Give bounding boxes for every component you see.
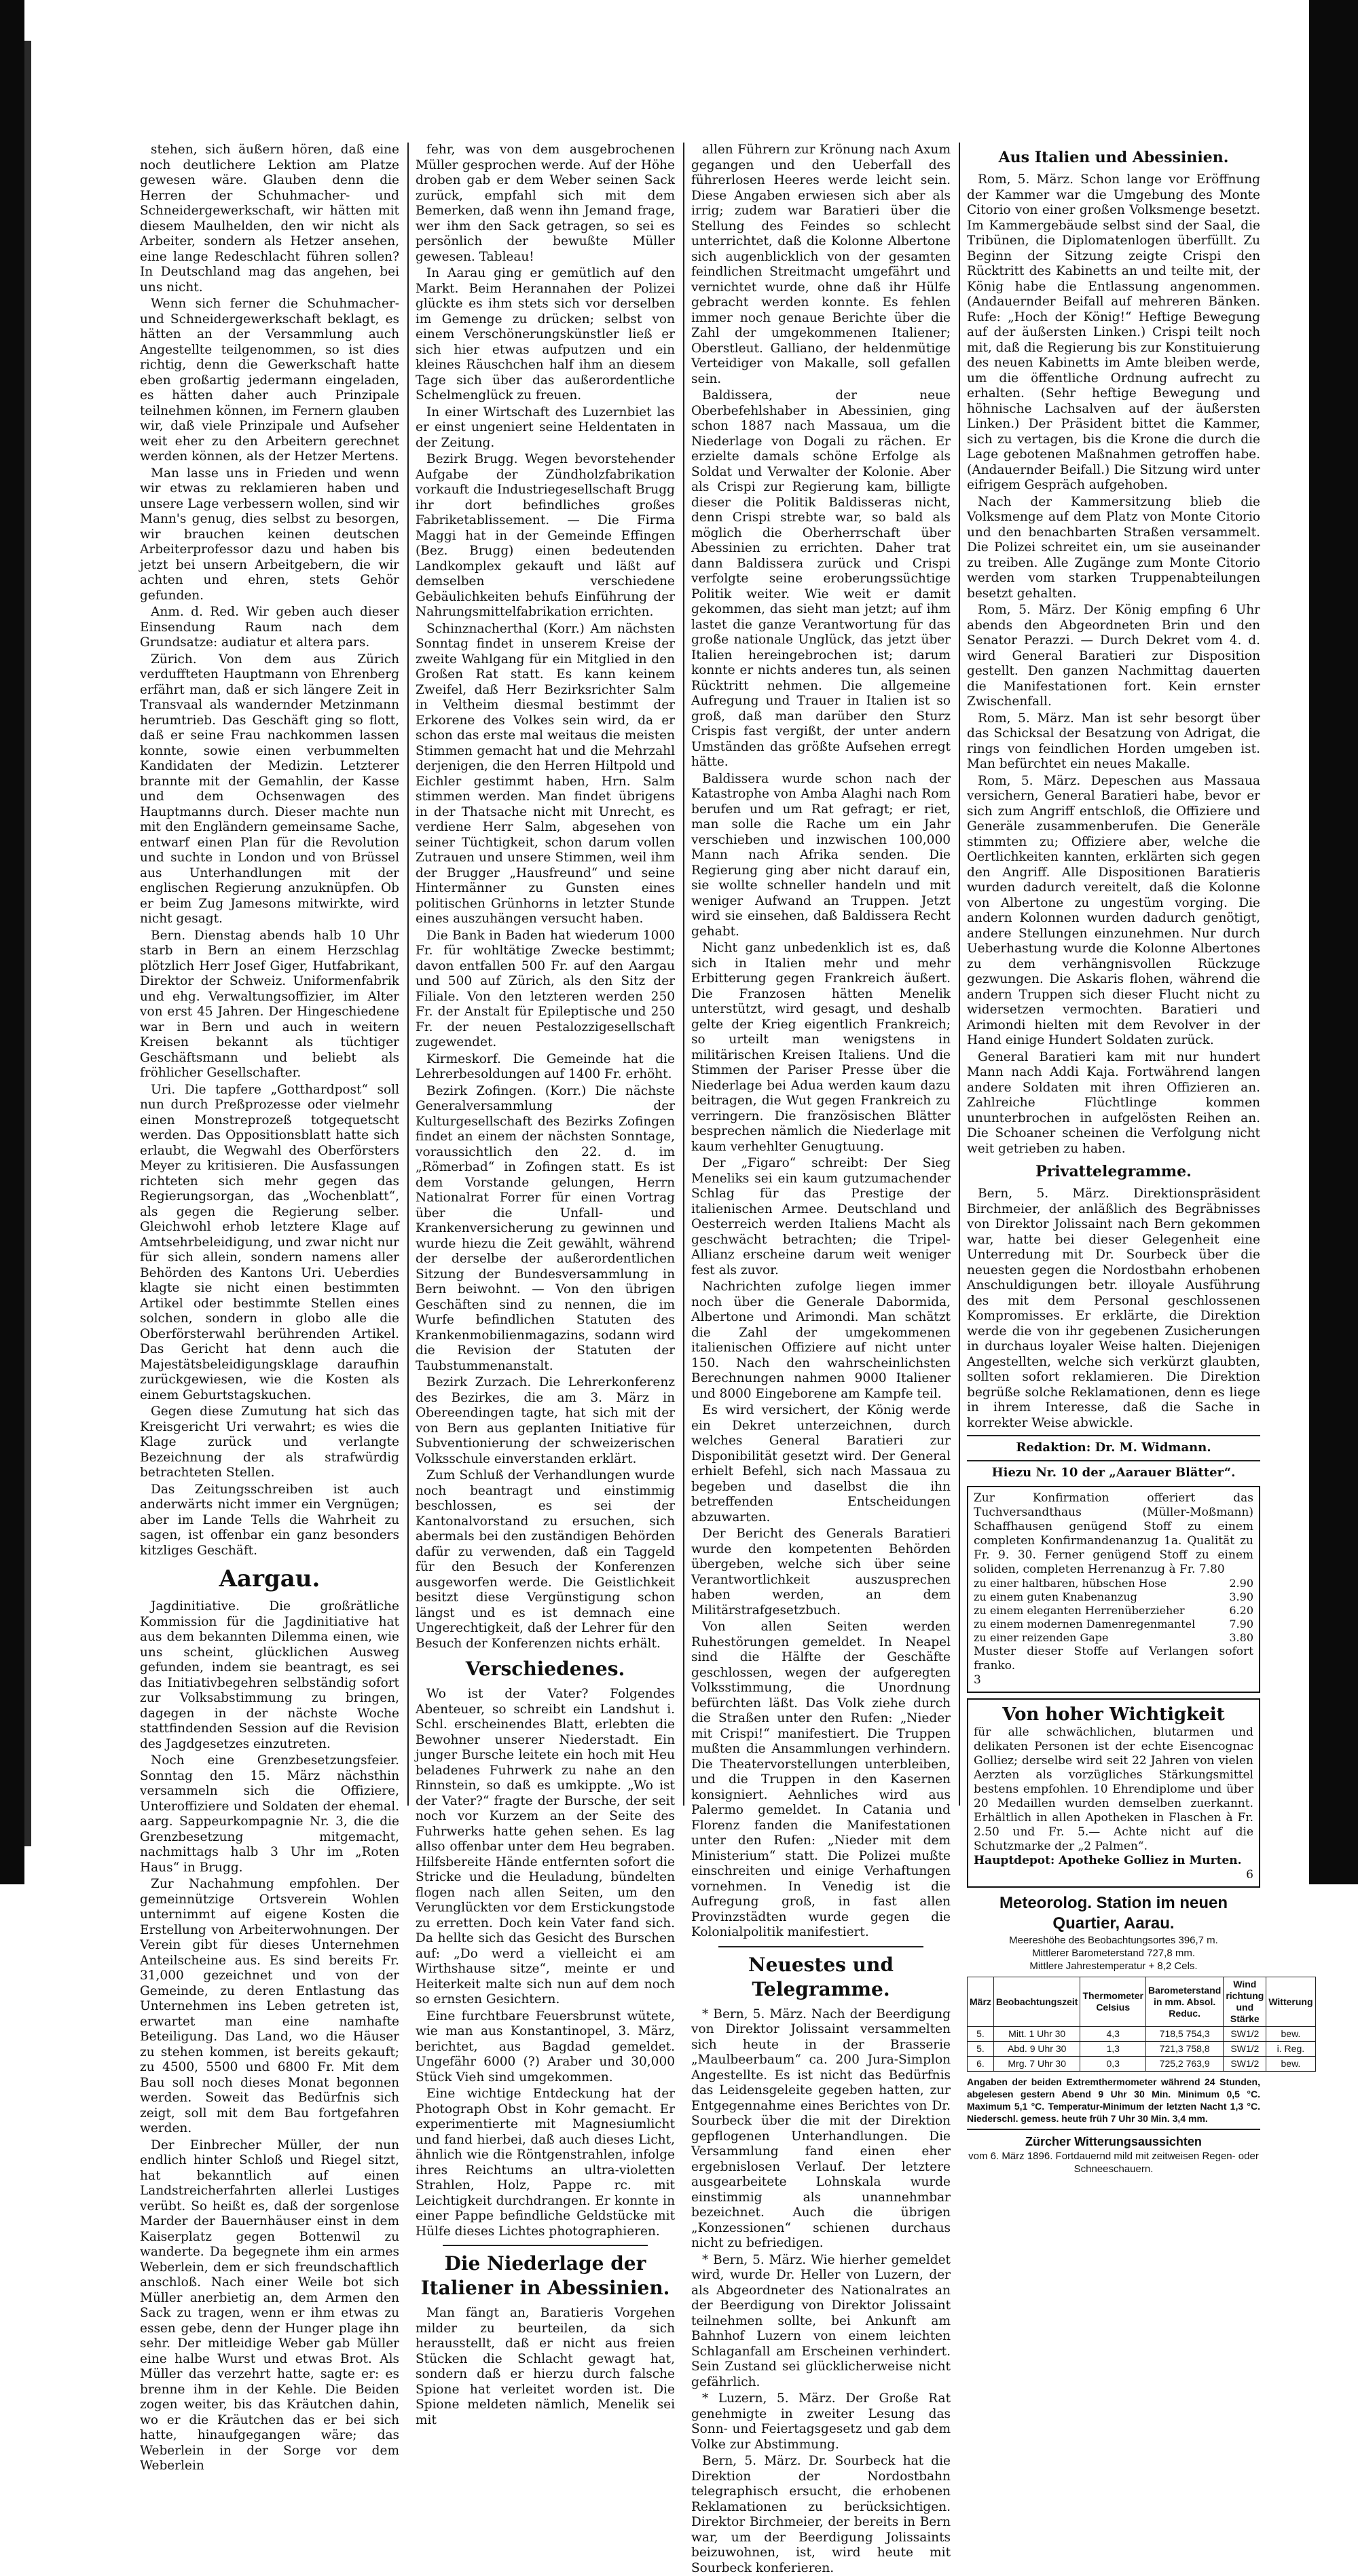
price-row [974,1577,1253,1590]
column-header: Beobachtungszeit [993,1977,1080,2027]
ad-number: 6 [1246,1868,1253,1882]
item-price: 3.80 [1229,1631,1253,1644]
paragraph: Wo ist der Vater? Folgendes Abenteuer, so schreibt ein Landshut i. Schl. erscheinendes Blatt, erlebten die Bewohner unserer Niederstadt. Ein junger Bursche leitete ein hoch mit Heu beladenes Fuhrwerk zu nahe an den Rinnstein, so daß es umkippte. „Wo ist der Vater?“ fragte der Bursche, der seit noch vor Kurzem an der Seite des Fuhrwerks hatte gehen sehen. Es lag allso offenbar unter dem Heu begraben. Hilfsbereite Hände entfernten sofort die Stricke und die Heuladung, bündelten flogen nach allen Seiten, um den Verunglückten vor dem Erstickungstode zu erretten. Doch kein Vater fand sich. Da hellte sich das Gesicht des Burschen auf: „Do werd a vielleicht ei am Wirthshause sitze“, meinte er und Heiterkeit malte sich nun auf dem noch so ernsten Gesichtern. [416,1687,675,2006]
table-row [968,2042,1316,2057]
table-header-row [968,1977,1316,2027]
paragraph: Bezirk Zofingen. (Korr.) Die nächste Generalversammlung der Kulturgesellschaft des Bezirks Zofingen findet an einem der nächsten Sonntage, voraussichtlich den 22. d. im „Römerbad“ in Zofingen statt. Es ist dem Vorstande gelungen, Herrn Nationalrat Forrer für einen Vortrag über die Unfall- und Krankenversicherung zu gewinnen und wurde hiezu die Zeit gewählt, während der derselbe der außerordentlichen Sitzung der Bundesversammlung in Bern beiwohnt. — Von den übrigen Geschäften sind zu nennen, die im Wurfe befindlichen Statuten des Krankenmobilienmagazins, sodann wird die Revision der Statuten der Taubstummenanstalt. [416,1083,675,1373]
paragraph: Jagdinitiative. Die großrätliche Kommission für die Jagdinitiative hat aus dem bekannten Dilemma einen, wie uns scheint, glücklichen Ausweg gefunden, indem sie beantragt, es sei das Initiativbegehren selbständig sofort zur Volksabstimmung zu bringen, dagegen in der nächste Woche stattfindenden Session auf die Revision des Jagdgesetzes einzutreten. [140,1599,399,1751]
table-cell: 0,3 [1080,2057,1145,2072]
weather-station [967,1893,1313,2176]
section-heading-verschiedenes: Verschiedenes. [465,1658,625,1680]
table-cell: 721,3 758,8 [1145,2042,1223,2057]
item-price: 7.90 [1229,1618,1253,1630]
table-cell: 5. [968,2042,994,2057]
paragraph: Nachrichten zufolge liegen immer noch über die Generale Dabormida, Albertone und Arimondi. Man schätzt die Zahl der umgekommenen italienischen Offiziere auf nicht unter 150. Nach den wahrscheinlichsten Berechnungen nahmen 9000 Italiener und 8000 Eingeborene am Kampfe teil. [691,1280,951,1401]
paragraph: allen Führern zur Krönung nach Axum gegangen und den Ueberfall des führerlosen Heeres werde leicht sein. Diese Angaben erwiesen sich aber als irrig; zudem war Baratieri über die Stellung des Feindes so schlecht unterrichtet, daß die Kolonne Albertone sich augenblicklich von der gesamten feindlichen Streitmacht umgefährt und vernichtet wurde, ohne daß ihr Hülfe gebracht werden konnte. Es fehlen immer noch genaue Berichte über die Zahl der umgekommenen Italiener; Oberstleut. Galliano, der heldenmütige Verteidiger von Makalle, soll gefallen sein. [691,143,951,386]
paragraph: Bern, 5. März. Dr. Sourbeck hat die Direktion der Nordostbahn telegraphisch ersucht, die erhobenen Reklamationen zu berücksichtigen. Direktor Birchmeier, der bereits in Bern war, um der Beerdigung Jolissaints beizuwohnen, ist, wird heute mit Sourbeck konferieren. [691,2454,951,2575]
table-cell: 718,5 754,3 [1145,2027,1223,2042]
price-row [974,1590,1253,1604]
paragraph: Baldissera, der neue Oberbefehlshaber in Abessinien, ging schon 1887 nach Massaua, um die Niederlage von Dogali zu rächen. Er erzielte damals schöne Erfolge als Soldat und Verwalter der Kolonie. Aber als Crispi zur Regierung kam, billigte dieser die Politik Baldisseras nicht, denn Crispi strebte war, so bald als möglich die Oberherrschaft über Abessinien zu errichten. Daher trat dann Baldissera zurück und Crispi verfolgte seine eroberungssüchtige Politik weiter. Wie weit er damit gekommen, das sieht man jetzt; auf ihm lastet die ganze Verantwortung für das große nationale Unglück, das jetzt über Italien hereingebrochen ist; darum konnte er nichts anderes tun, als seinen Rücktritt nehmen. Die allgemeine Aufregung und Trauer in Italien ist so groß, daß man darüber den Sturz Crispis fast vergißt, der unter andern Umständen das größte Aufsehen erregt hätte. [691,388,951,769]
column-header: Thermometer Celsius [1080,1977,1145,2027]
section-heading-neuestes: Neuestes und Telegramme. [748,1953,894,2000]
table-cell: Mitt. 1 Uhr 30 [993,2027,1080,2042]
paragraph: Nach der Kammersitzung blieb die Volksmenge auf dem Platz von Monte Citorio und den benachbarten Straßen versammelt. Die Polizei schreitet ein, um sie auseinander zu treiben. Alle Zugänge zum Monte Citorio werden vom starken Truppenabteilungen besetzt gehalten. [967,494,1260,601]
item-label: zu einem guten Knabenanzug [974,1590,1137,1603]
column-header: März [968,1977,994,2027]
paragraph: Wenn sich ferner die Schuhmacher- und Schneidergewerkschaft beklagt, es hätten an der Versammlung auch Angestellte teilgenommen, so ist dies richtig, denn die Gewerkschaft hatte eben großartig jedermann eingeladen, es hätten daher auch Prinzipale teilnehmen können, im Fernern glauben wir, daß viele Prinzipale und Aufseher weit eher zu den Arbeitern gerechnet werden können, als der Hetzer Mertens. [140,297,399,464]
weather-barometer-mean: Mittlerer Barometerstand 727,8 mm. [1031,1947,1196,1959]
section-heading-italien: Aus Italien und Abessinien. [998,149,1229,166]
ad-depot: Hauptdepot: Apotheke Golliez in Murten. [974,1854,1242,1867]
ad-tail-text: Muster dieser Stoffe auf Verlangen sofort franko. [974,1645,1253,1673]
table-cell: 1,3 [1080,2042,1145,2057]
paragraph: Man lasse uns in Frieden und wenn wir etwas zu reklamieren haben und unsere Lage verbessern wollen, sind wir Mann's genug, dies selbst zu besorgen, wir brauchen keinen deutschen Arbeiterprofessor dazu und haben bis jetzt bei unsern Arbeitgebern, die wir achten und ehren, stets Gehör gefunden. [140,466,399,603]
price-row [974,1618,1253,1631]
supplement-note: Hiezu Nr. 10 der „Aarauer Blätter“. [991,1465,1236,1480]
table-row [968,2057,1316,2072]
scan-border-left [0,0,24,1884]
paragraph: Eine wichtige Entdeckung hat der Photograph Obst in Kohr gemacht. Er experimentierte mit Magnesiumlicht und fand hierbei, daß auch dieses Licht, ähnlich wie die Röntgenstrahlen, infolge ihres Reichtums an ultra-violetten Strahlen, Holz, Pappe rc. mit Leichtigkeit durchdrangen. Er konnte in einer Pappe befindliche Geldstücke mit Hülfe dieses Lichtes photographieren. [416,2087,675,2239]
paragraph: Zum Schluß der Verhandlungen wurde noch beantragt und einstimmig beschlossen, es sei der Kantonalvorstand zu ersuchen, sich abermals bei den zuständigen Behörden dafür zu verwenden, daß ein Taggeld für den Besuch der Konferenzen ausgeworfen werde. Die Geistlichkeit besitzt diese Vergünstigung schon längst und es ist demnach eine Ungerechtigkeit, daß der Lehrer für den Besuch der Konferenzen nichts erhält. [416,1468,675,1651]
paragraph: Es wird versichert, der König werde ein Dekret unterzeichnen, durch welches General Baratieri zur Disponibilität gesetzt wird. Der General erhielt Befehl, sich nach Massaua zu begeben und daselbst die ihn betreffenden Entscheidungen abzuwarten. [691,1403,951,1525]
section-heading-niederlage: Die Niederlage der Italiener in Abessinien. [420,2252,670,2299]
paragraph: In einer Wirtschaft des Luzernbiet las er einst ungeniert seine Heldentaten in der Zeitung. [416,405,675,450]
paragraph: Nicht ganz unbedenklich ist es, daß sich in Italien mehr und mehr Erbitterung gegen Frankreich äußert. Die Franzosen hätten Menelik unterstützt, wird gesagt, und deshalb gelte der Krieg eigentlich Frankreich; so urteilt man wenigstens in militärischen Kreisen Italiens. Und die Stimmen der Pariser Presse über die Niederlage bei Adua werden kaum dazu beitragen, die Wut gegen Frankreich zu verringern. Die französischen Blätter besprechen nämlich die Niederlage mit kaum verhehlter Genugtuung. [691,941,951,1154]
divider [967,1435,1260,1436]
paragraph: fehr, was von dem ausgebrochenen Müller gesprochen werde. Auf der Höhe droben gab er dem Weber seinen Sack zurück, empfahl sich mit dem Bemerken, daß wenn ihn Jemand frage, wer ihm den Sack getragen, so sei es persönlich der bewußte Müller gewesen. Tableau! [416,143,675,264]
weather-temp-mean: Mittlere Jahrestemperatur + 8,2 Cels. [1029,1960,1198,1972]
paragraph: Rom, 5. März. Depeschen aus Massaua versichern, General Baratieri habe, bevor er sich zum Angriff entschloß, die Offiziere und Generäle zusammenberufen. Die Generäle stimmten zu; Offiziere aber, welche die Oertlichkeiten kannten, erklärten sich gegen den Angriff. Alle Dispositionen Baratieris wurden dadurch vereitelt, daß die Kolonne von Albertone zu ungestüm vorging. Die andern Kolonnen wurden dadurch genötigt, andere Stellungen einzunehmen. Nur durch Ueberhastung wurde die Kolonne Albertones zu dem verhängnisvollen Rückzuge gezwungen. Die Askaris flohen, während die andern Truppen sich dieser Flucht nicht zu widersetzen vermochten. Baratieri und Arimondi hielten mit dem Revolver in der Hand einige Hundert Soldaten zurück. [967,773,1260,1047]
column-rule [407,143,409,1806]
table-cell: SW1/2 [1224,2042,1266,2057]
forecast-text: vom 6. März 1896. Fortdauernd mild mit zeitweisen Regen- oder Schneeschauern. [968,2150,1259,2175]
item-label: zu einem modernen Damenregenmantel [974,1618,1196,1630]
table-cell: SW1/2 [1224,2027,1266,2042]
table-cell: 5. [968,2027,994,2042]
advertisement-konfirmation [967,1486,1260,1693]
divider [718,1946,923,1947]
table-cell: bew. [1266,2057,1315,2072]
column-2 [416,143,675,2427]
paragraph: * Bern, 5. März. Nach der Beerdigung von Direktor Jolissaint versammelten sich heute in der Brasserie „Maulbeerbaum“ ca. 200 Jura-Simplon Angestellte. Es ist nicht das Bedürfnis das Leidensgeleite gegeben hatten, zur Entgegennahme eines Berichtes von Dr. Sourbeck über die mit der Direktion gepflogenen Unterhandlungen. Die Versammlung fand einen eher ergebnislosen Verlauf. Der letztere ausgearbeitete Lohnskala wurde einstimmig als unannehmbar bezeichnet. Auch die übrigen „Konzessionen“ schienen durchaus nicht zu befriedigen. [691,2006,951,2250]
paragraph: Bern, 5. März. Direktionspräsident Birchmeier, der anläßlich des Begräbnisses von Direktor Jolissaint nach Bern gekommen war, hatte bei dieser Gelegenheit eine Unterredung mit Dr. Sourbeck über die neuesten gegen die Nordostbahn erhobenen Anschuldigungen betr. illoyale Ausführung des mit dem Personal geschlossenen Kompromisses. Er erklärte, die Direktion werde die von ihr gegebenen Zusicherungen in durchaus loyaler Weise halten. Diejenigen Angestellten, welche sich verkürzt glaubten, sollten sofort reklamieren. Die Direktion begrüße solche Reklamationen, denn es liege in ihrem Interesse, daß die Sache in korrekter Weise abwickle. [967,1187,1260,1430]
item-label: zu einem eleganten Herrenüberzieher [974,1604,1185,1617]
table-cell: Mrg. 7 Uhr 30 [993,2057,1080,2072]
paragraph: Kirmeskorf. Die Gemeinde hat die Lehrerbesoldungen auf 1400 Fr. erhöht. [416,1051,675,1081]
paragraph: Bezirk Brugg. Wegen bevorstehender Aufgabe der Zündholzfabrikation vorkauft die Industriegesellschaft Brugg ihr dort befindliches großes Fabriketablissement. — Die Firma Maggi hat in der Gemeinde Effingen (Bez. Brugg) einen bedeutenden Landkomplex gekauft und läßt auf demselben verschiedene Gebäulichkeiten behufs Einführung der Nahrungsmittelfabrikation errichten. [416,452,675,619]
item-price: 3.90 [1229,1590,1253,1603]
paragraph: Schinznacherthal (Korr.) Am nächsten Sonntag findet in unserem Kreise der zweite Wahlgang für ein Mitglied in den Großen Rat statt. Es kann keinem Zweifel, daß Herr Bezirksrichter Salm in Veltheim diesmal bestimmt der Erkorene des Volkes sein wird, da er schon das erste mal weitaus die meisten Stimmen gemacht hat und die Mehrzahl derjenigen, die den Herren Hiltpold und Eichler gestimmt haben, Hrn. Salm stimmen werden. Man findet übrigens in der Thatsache nicht mit Unrecht, es verdiene Herr Salm, abgesehen von seiner Tüchtigkeit, schon darum vollen Zutrauen und unsere Stimmen, weil ihm der Brugger „Hausfreund“ und seine Hintermänner zu Gunsten eines politischen Grünhorns in letzter Stunde eines auszuhängen versucht haben. [416,621,675,926]
divider [967,2129,1260,2130]
weather-altitude: Meereshöhe des Beobachtungsortes 396,7 m. [1009,1935,1218,1946]
table-row [968,2027,1316,2042]
ad-lead-text: Zur Konfirmation offeriert das Tuchversandthaus (Müller-Moßmann) Schaffhausen genügend Stoff zu einem completen Konfirmandenanzug 1a. Qualität zu Fr. 9. 30. Ferner genügend Stoff zu einem soliden, completen Herrenanzug à Fr. 7.80 [974,1491,1253,1576]
paragraph: Von allen Seiten werden Ruhestörungen gemeldet. In Neapel sind die Hälfte der Geschäfte geschlossen, wegen der aufgeregten Volksstimmung, die Unordnung befürchten läßt. Das Volk ziehe durch die Straßen unter den Rufen: „Nieder mit Crispi!“ manifestiert. Die Truppen mußten die Ansammlungen verhindern. Die Theatervorstellungen unterbleiben, und die Truppen in den Kasernen konsigniert. Aehnliches wird aus Palermo gemeldet. In Catania und Florenz fanden die Manifestationen unter den Rufen: „Nieder mit dem Ministerium“ statt. Die Polizei mußte einschreiten und einige Verhaftungen vornehmen. In Venedig ist die Aufregung groß, in fast allen Provinzstädten wurde gegen die Kolonialpolitik manifestiert. [691,1620,951,1939]
paragraph: Zur Nachahmung empfohlen. Der gemeinnützige Ortsverein Wohlen unternimmt auf eigene Kosten die Erstellung von Arbeiterwohnungen. Der Verein gibt für dieses Unternehmen Anteilscheine aus. Es sind bereits Fr. 31,000 gezeichnet und von der Gemeinde, zu deren Entlastung das Unternehmen ins Leben getreten ist, erwartet man eine namhafte Beteiligung. Das Land, wo die Häuser zu stehen kommen, ist bereits gekauft; zu 4500, 5500 und 6800 Fr. Mit dem Bau soll noch dieses Monat begonnen werden. Soweit das Bedürfnis sich zeigt, soll mit dem Bau fortgefahren werden. [140,1877,399,2135]
paragraph: Uri. Die tapfere „Gotthardpost“ soll nun durch Preßprozesse oder vielmehr einen Monstreprozeß totgequetscht werden. Das Oppositionsblatt hatte sich erlaubt, die Wegwahl des Oberförsters Meyer zu kritisieren. Die Ausfassungen richteten sich mehr gegen das Regierungsorgan, das „Wochenblatt“, als gegen die Regierung selber. Gleichwohl erhob letztere Klage auf Amtsehrbeleidigung, und zwar nicht nur für sich allein, sondern namens aller Behörden des Kantons Uri. Ueberdies klagte sie nicht einen bestimmten Artikel oder bestimmte Stellen eines solchen, sondern in globo alle die Oberförsterwahl berührenden Artikel. Das Gericht hat denn auch die Majestätsbeleidigungsklage daraufhin zurückgewiesen, wie die Kosten als einem Geburtstagskuchen. [140,1082,399,1402]
paragraph: * Luzern, 5. März. Der Große Rat genehmigte in zweiter Lesung das Sonn- und Feiertagsgesetz und gab dem Volke zur Abstimmung. [691,2391,951,2452]
editor-credit: Redaktion: Dr. M. Widmann. [1016,1440,1211,1455]
table-cell: bew. [1266,2027,1315,2042]
paragraph: Anm. d. Red. Wir geben auch dieser Einsendung Raum nach dem Grundsatze: audiatur et altera pars. [140,605,399,650]
divider [967,1460,1260,1461]
table-cell: i. Reg. [1266,2042,1315,2057]
paragraph: Zürich. Von dem aus Zürich verduffteten Hauptmann von Ehrenberg erfährt man, daß er sich längere Zeit in Transvaal als wandernder Metzinmann herumtrieb. Das Geschäft ging so flott, daß er seine Frau nachkommen lassen konnte, sowie einen verbummelten Kandidaten der Medizin. Letzterer brannte mit der Gemahlin, der Kasse und dem Ochsenwagen des Hauptmanns durch. Dieser machte nun mit den Engländern gemeinsame Sache, entwarf einen Plan für die Revolution und suchte in London und von Brüssel aus Unterhandlungen mit der englischen Regierung anzuknüpfen. Ob er beim Zug Jamesons mitwirkte, wird nicht gesagt. [140,652,399,926]
paragraph: Der „Figaro“ schreibt: Der Sieg Meneliks sei ein kaum gutzumachender Schlag für das Prestige der italienischen Armee. Deutschland und Oesterreich werden Italiens Macht als geschwächt betrachten; die Tripel-Allianz erscheine darum weit weniger fest als zuvor. [691,1156,951,1277]
weather-extremes: Angaben der beiden Extremthermometer während 24 Stunden, abgelesen gestern Abend 9 Uhr 30 Min. Minimum 0,5 °C. Maximum 5,1 °C. Temperatur-Minimum der letzten Nacht 1,3 °C. Niederschl. gemess. heute früh 7 Uhr 30 Min. 3,4 mm. [967,2076,1260,2124]
item-label: zu einer reizenden Gape [974,1631,1109,1644]
page-binding-edge [24,41,31,1846]
paragraph: * Bern, 5. März. Wie hierher gemeldet wird, wurde Dr. Heller von Luzern, der als Abgeordneter des Nationalrates an der Beerdigung von Direktor Jolissaint teilnehmen sollte, bei Ankunft am Bahnhof Luzern von einem leichten Schlaganfall am Erscheinen verhindert. Sein Zustand sei glücklicherweise nicht gefährlich. [691,2252,951,2389]
ad-number: 3 [974,1673,981,1687]
column-rule [683,143,684,1806]
column-1-articles [140,143,399,1558]
section-heading-aargau: Aargau. [219,1565,320,1592]
paragraph: Noch eine Grenzbesetzungsfeier. Sonntag den 15. März nächsthin versammeln sich die Offiziere, Unteroffiziere und Soldaten der ehemal. aarg. Sappeurkompagnie Nr. 3, die die Grenzbesetzung mitgemacht, nachmittags halb 3 Uhr im „Roten Haus“ in Brugg. [140,1753,399,1875]
advertisement-eisencognac [967,1698,1260,1888]
divider [443,2245,648,2246]
item-price: 2.90 [1229,1577,1253,1590]
weather-title: Meteorolog. Station im neuen Quartier, Aarau. [999,1894,1228,1933]
ad-body: für alle schwächlichen, blutarmen und delikaten Personen ist der echte Eisencognac Golliez; derselbe wird seit 22 Jahren von vielen Aerzten als vorzügliches Stärkungsmittel bestens empfohlen. 10 Ehrendiplome und über 20 Medaillen wurden demselben zuerkannt. Erhältlich in allen Apotheken in Flaschen à Fr. 2.50 und Fr. 5.— Achte nicht auf die Schutzmarke der „2 Palmen“. [974,1725,1253,1853]
paragraph: In Aarau ging er gemütlich auf den Markt. Beim Herannahen der Polizei glückte es ihm stets sich vor derselben im Gemenge zu drücken; selbst von einem Verschönerungskünstler ließ er sich hier etwas aufputzen und ein kleines Räuschchen half ihm an diesem Tage sich über das außerordentliche Schelmenglück zu freuen. [416,266,675,403]
column-1 [140,143,399,2473]
paragraph: Rom, 5. März. Man ist sehr besorgt über das Schicksal der Besatzung von Adrigat, die rings von feindlichen Horden umgeben ist. Man befürchtet ein neues Makalle. [967,711,1260,771]
weather-table [967,1977,1316,2072]
table-cell: 725,2 763,9 [1145,2057,1223,2072]
paragraph: Rom, 5. März. Der König empfing 6 Uhr abends den Abgeordneten Brin und den Senator Perazzi. — Durch Dekret vom 4. d. wird General Baratieri zur Disposition gestellt. Den ganzen Nachmittag dauerten die Manifestationen fort. Kein ernster Zwischenfall. [967,603,1260,709]
column-4 [967,143,1313,2175]
column-header: Witterung [1266,1977,1315,2027]
aargau-articles [140,1599,399,2474]
section-heading-privattelegramme: Privattelegramme. [1035,1163,1192,1180]
ad-title: Von hoher Wichtigkeit [1002,1704,1225,1725]
price-row [974,1631,1253,1645]
paragraph: General Baratieri kam mit nur hundert Mann nach Addi Kaja. Fortwährend langen andere Soldaten mit ihren Offizieren an. Zahlreiche Flüchtlinge kommen ununterbrochen in aufgelösten Reihen an. Die Schoaner scheinen die Verfolgung nicht weit getrieben zu haben. [967,1049,1260,1156]
paragraph: Die Bank in Baden hat wiederum 1000 Fr. für wohltätige Zwecke bestimmt; davon entfallen 500 Fr. auf den Aargau und 500 auf Zürich, als den Sitz der Filiale. Von den letzteren werden 250 Fr. der Anstalt für Epileptische und 250 Fr. der neuen Pestalozzigesellschaft zugewendet. [416,928,675,1049]
item-price: 6.20 [1229,1604,1253,1617]
column-header: Barometerstand in mm. Absol. Reduc. [1145,1977,1223,2027]
paragraph: Rom, 5. März. Schon lange vor Eröffnung der Kammer war die Umgebung des Monte Citorio von einer großen Volksmenge besetzt. Im Kammergebäude selbst sind der Saal, die Tribünen, die Diplomatenlogen überfüllt. Zu Beginn der Sitzung zeigte Crispi den Rücktritt des Kabinetts an und teilte mit, der König habe die Entlassung angenommen. (Andauernder Beifall auf mehreren Bänken. Rufe: „Hoch der König!“ Heftige Bewegung auf der äußersten Linken.) Crispi teilt noch mit, daß die Regierung bis zur Konstituierung des neuen Kabinetts im Amte bleiben werde, um die öffentliche Ordnung aufrecht zu erhalten. (Sehr heftige Bewegung und höhnische Lachsalven auf der äußersten Linken.) Der Präsident bittet die Kammer, sich zu vertagen, bis die Krone die durch die Lage gebotenen Maßnahmen getroffen habe. (Andauernder Beifall.) Die Sitzung wird unter eifrigem Gespräch aufgehoben. [967,172,1260,492]
paragraph: Eine furchtbare Feuersbrunst wütete, wie man aus Konstantinopel, 3. März, berichtet, aus Bagdad gemeldet. Ungefähr 6000 (?) Araber und 30,000 Stück Vieh sind umgekommen. [416,2009,675,2085]
table-cell: Abd. 9 Uhr 30 [993,2042,1080,2057]
paragraph: Bezirk Zurzach. Die Lehrerkonferenz des Bezirkes, die am 3. März in Obereendingen tagte, hat sich mit der von Bern aus geplanten Initiative für Subventionierung der schweizerischen Volksschule einverstanden erklärt. [416,1375,675,1466]
table-cell: 4,3 [1080,2027,1145,2042]
paragraph: Man fängt an, Baratieris Vorgehen milder zu beurteilen, da sich herausstellt, daß er nicht aus freien Stücken die Schlacht gewagt hat, sondern daß er hierzu durch falsche Spione hat verleitet worden ist. Die Spione meldeten nämlich, Menelik sei mit [416,2306,675,2427]
table-cell: SW1/2 [1224,2057,1266,2072]
newspaper-page [126,115,1313,2575]
paragraph: Das Zeitungsschreiben ist auch anderwärts nicht immer ein Vergnügen; aber im Lande Tells die Wahrheit zu sagen, ist offenbar ein ganz besonders kitzliges Geschäft. [140,1482,399,1558]
forecast-title: Zürcher Witterungsaussichten [1025,2135,1202,2148]
table-cell: 6. [968,2057,994,2072]
item-label: zu einer haltbaren, hübschen Hose [974,1577,1167,1590]
price-row [974,1604,1253,1618]
paragraph: Der Einbrecher Müller, der nun endlich hinter Schloß und Riegel sitzt, hat bekanntlich auf einen Landstreicherfahrten allerlei Lustiges verübt. So heißt es, daß der sorgenlose Marder der Bauernhäuser einst in dem Kaiserplatz gegen Bottenwil zu wanderte. Da begegnete ihm ein armes Weberlein, dem er sich freundschaftlich anschloß. Nach einer Weile bot sich Müller anerbietig an, dem Armen den Sack zu tragen, wenn er ihm etwas zu essen gebe, denn der Hunger plage ihn sehr. Der mitleidige Weber gab Müller eine halbe Wurst und etwas Brot. Als Müller das verzehrt hatte, sagte er: es brenne ihm in der Kehle. Die Beiden zogen weiter, bis das Kräutchen dahin, wo er die Kräutchen das er bei sich hatte, hinaufgegangen wäre; das Weberlein in der Sorge vor dem Weberlein [140,2138,399,2473]
column-header: Wind richtung und Stärke [1224,1977,1266,2027]
paragraph: Baldissera wurde schon nach der Katastrophe von Amba Alaghi nach Rom berufen und um Rat gefragt; er riet, man solle die Rache um ein Jahr verschieben und inzwischen 100,000 Mann nach Afrika senden. Die Regierung ging aber nicht darauf ein, sie wollte schneller handeln und mit weniger Aufwand an Truppen. Jetzt wird sie einsehen, daß Baldissera Recht gehabt. [691,771,951,939]
paragraph: Der Bericht des Generals Baratieri wurde den kompetenten Behörden übergeben, welche sich über seine Verantwortlichkeit auszusprechen haben werden, an dem Militärstrafgesetzbuch. [691,1527,951,1618]
column-rule [959,143,960,1806]
paragraph: stehen, sich äußern hören, daß eine noch deutlichere Lektion am Platze gewesen wäre. Glauben denn die Herren der Schuhmacher- und Schneidergewerkschaft, wir hätten mit diesem Maulhelden, den wir nicht als Arbeiter, sondern als Hetzer ansehen, eine lange Redeschlacht führen sollen? In Deutschland mag das angehen, bei uns nicht. [140,143,399,295]
scan-border-right [1309,0,1358,1884]
column-3 [691,143,951,2575]
paragraph: Bern. Dienstag abends halb 10 Uhr starb in Bern an einem Herzschlag plötzlich Herr Josef Giger, Hutfabrikant, Direktor der Schweiz. Uniformenfabrik und ehg. Verwaltungsoffizier, im Alter von erst 45 Jahren. Der Hingeschiedene war in Bern und auch in weitern Kreisen bekannt als tüchtiger Geschäftsmann und beliebt als fröhlicher Gesellschafter. [140,928,399,1080]
paragraph: Gegen diese Zumutung hat sich das Kreisgericht Uri verwahrt; es wies die Klage zurück und verlangte Bezeichnung der als strafwürdig betrachteten Stellen. [140,1404,399,1480]
